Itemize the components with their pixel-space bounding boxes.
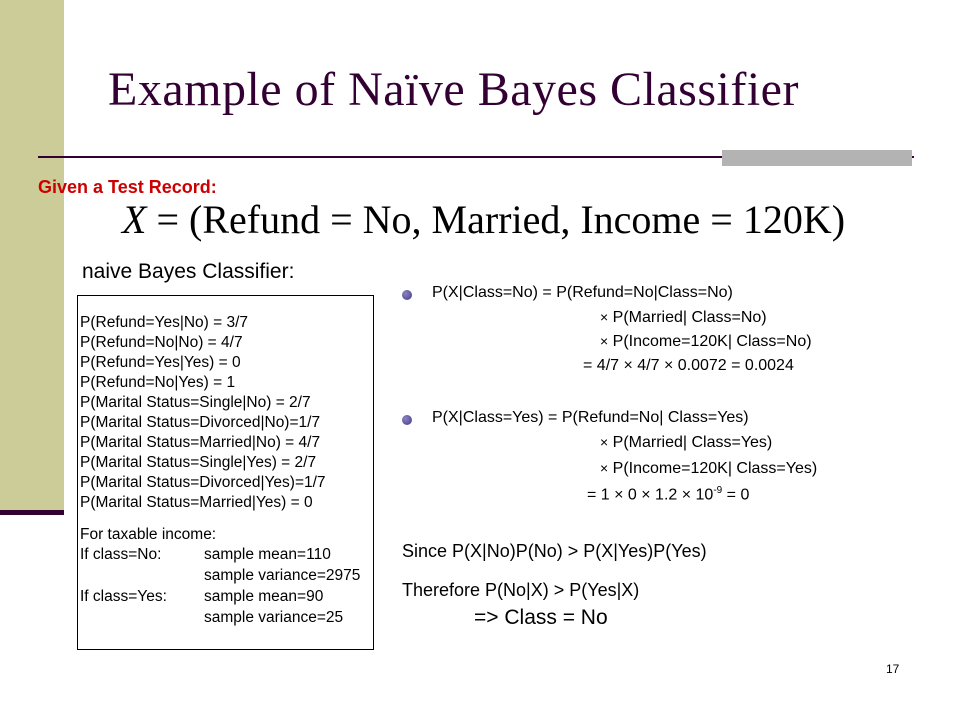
prob-line: P(Marital Status=Divorced|Yes)=1/7 <box>80 474 326 491</box>
test-record-label: Given a Test Record: <box>38 177 217 197</box>
likelihood-yes-exponent: -9 <box>713 485 723 496</box>
prob-line: P(Marital Status=Married|No) = 4/7 <box>80 434 321 451</box>
prob-line: P(Marital Status=Married|Yes) = 0 <box>80 494 313 511</box>
likelihood-yes-income: P(Income=120K| Class=Yes) <box>612 460 818 477</box>
likelihood-no-result: = 4/7 × 4/7 × 0.0072 = 0.0024 <box>583 357 794 374</box>
likelihood-yes-result <box>587 485 749 504</box>
times-symbol: × <box>600 309 609 325</box>
income-yes-label: If class=Yes: <box>80 588 167 605</box>
class-result: => Class = No <box>474 606 608 629</box>
slide-title: Example of Naïve Bayes Classifier <box>108 63 799 116</box>
income-no-variance: sample variance=2975 <box>204 567 361 584</box>
prob-line: P(Refund=Yes|No) = 3/7 <box>80 314 249 331</box>
prob-line: P(Refund=Yes|Yes) = 0 <box>80 354 241 371</box>
likelihood-yes-married: P(Married| Class=Yes) <box>612 434 773 451</box>
bullet-icon <box>402 415 412 425</box>
likelihood-yes-line3 <box>600 460 817 478</box>
prob-line: P(Marital Status=Divorced|No)=1/7 <box>80 414 321 431</box>
income-no-label: If class=No: <box>80 546 162 563</box>
likelihood-yes-equals: = 0 <box>722 486 750 504</box>
income-yes-variance: sample variance=25 <box>204 609 344 626</box>
classifier-probabilities-box <box>77 295 374 650</box>
likelihood-yes-line1: P(X|Class=Yes) = P(Refund=No| Class=Yes) <box>432 409 749 426</box>
likelihood-no-line3 <box>600 333 812 351</box>
income-no-mean: sample mean=110 <box>204 546 331 563</box>
prob-line: P(Refund=No|Yes) = 1 <box>80 374 236 391</box>
formula-body: = (Refund = No, Married, Income = 120K) <box>146 197 846 242</box>
times-symbol: × <box>600 434 609 450</box>
likelihood-no-income: P(Income=120K| Class=No) <box>612 333 812 350</box>
test-record-formula <box>122 196 845 243</box>
times-symbol: × <box>600 333 609 349</box>
formula-variable: X <box>122 197 147 242</box>
likelihood-yes-product: = 1 × 0 × 1.2 × 10 <box>587 486 714 504</box>
since-statement: Since P(X|No)P(No) > P(X|Yes)P(Yes) <box>402 541 707 561</box>
likelihood-no-line2 <box>600 309 767 327</box>
left-band-accent <box>0 510 64 515</box>
page-number: 17 <box>886 662 900 676</box>
left-decor-band <box>0 0 64 512</box>
bullet-icon <box>402 290 412 300</box>
prob-line: P(Marital Status=Single|No) = 2/7 <box>80 394 311 411</box>
title-divider-accent <box>722 150 912 166</box>
likelihood-yes-line2 <box>600 434 772 452</box>
likelihood-no-married: P(Married| Class=No) <box>612 309 767 326</box>
classifier-heading: naive Bayes Classifier: <box>82 260 295 283</box>
likelihood-no-line1: P(X|Class=No) = P(Refund=No|Class=No) <box>432 284 733 301</box>
times-symbol: × <box>600 460 609 476</box>
therefore-statement: Therefore P(No|X) > P(Yes|X) <box>402 580 640 600</box>
income-yes-mean: sample mean=90 <box>204 588 324 605</box>
income-heading: For taxable income: <box>80 526 217 543</box>
prob-line: P(Marital Status=Single|Yes) = 2/7 <box>80 454 317 471</box>
prob-line: P(Refund=No|No) = 4/7 <box>80 334 243 351</box>
